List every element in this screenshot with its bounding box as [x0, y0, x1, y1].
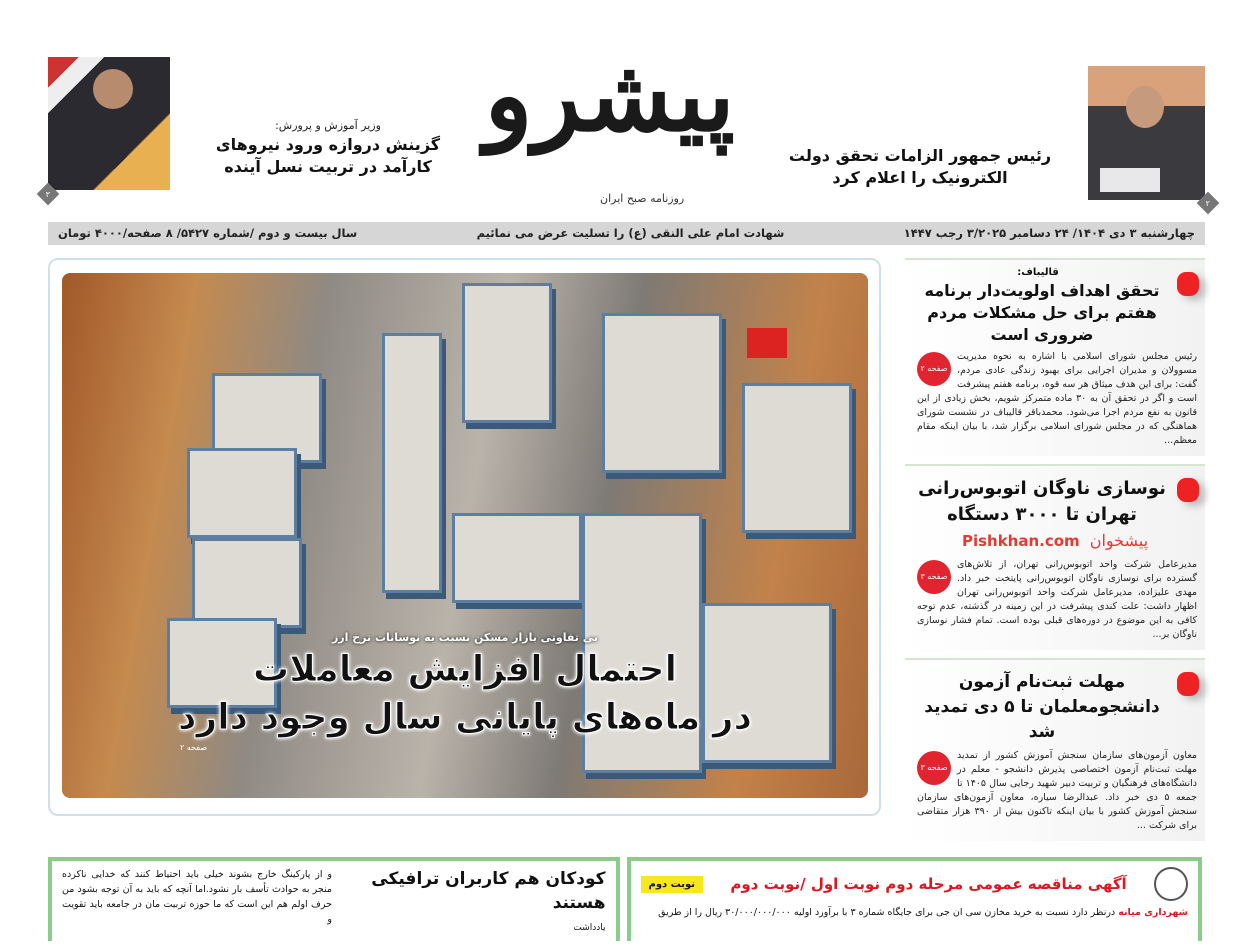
page-badge[interactable]: صفحه ۳ — [917, 751, 951, 785]
side-story-body: معاون آزمون‌های سازمان سنجش آموزش کشور از تمدید مهلت ثبت‌نام آزمون اختصاصی پذیرش دانشجو - معلم در دانشگاه‌های فرهنگیان و تربیت دبیر شهید رجایی سال ۱۴۰۵ تا جمعه ۵ دی خبر داد. عبدالرضا سیاره، معاون آزمون‌های سازمان سنجش آموزش کشور با بیان اینکه تاکنون بیش از ۳۹۰ هزار متقاضی برای شرکت ... — [917, 750, 1197, 831]
watermark-logo: پیشخوان — [1089, 531, 1149, 550]
main-story-kicker: بی تفاوتی بازار مسکن نسبت به نوسانات نرخ ارز — [331, 631, 599, 644]
date-text: چهارشنبه ۳ دی ۱۴۰۴/ ۲۴ دسامبر ۳/۲۰۲۵ رجب ۱۴۴۷ — [903, 226, 1195, 240]
minister-photo — [48, 57, 170, 190]
side-story-kicker: قالیباف: — [1017, 267, 1059, 278]
main-story-headline[interactable] — [80, 630, 850, 754]
page-badge[interactable]: صفحه ۳ — [917, 560, 951, 594]
main-headline-line-1: احتمال افزایش معاملات — [253, 649, 677, 690]
page-badge[interactable]: صفحه ۲ — [917, 352, 951, 386]
main-page-ref: صفحه ۲ — [180, 743, 208, 752]
condolence-text: شهادت امام علی النقی (ع) را تسلیت عرض می نمائیم — [476, 226, 785, 240]
note-label: یادداشت — [573, 923, 606, 933]
side-story[interactable] — [905, 258, 1205, 456]
issue-info: سال بیست و دوم /شماره ۵۴۲۷/ ۸ صفحه/۴۰۰۰ تومان — [58, 226, 358, 240]
masthead-tagline: روزنامه صبح ایران — [600, 192, 685, 205]
bottom-row — [0, 857, 1250, 941]
date-bar — [48, 222, 1205, 245]
main-headline-line-2: در ماه‌های پایانی سال وجود دارد — [178, 697, 752, 738]
side-story-body-wrap — [905, 346, 1205, 448]
masthead-logo: پیشرو — [484, 36, 735, 154]
left-teaser[interactable] — [178, 118, 478, 178]
ad-body — [641, 905, 1189, 920]
side-story-body: رئیس مجلس شورای اسلامی با اشاره به نحوه مدیریت مسوولان و مدیران اجرایی برای بهبود زندگی عادی مردم، گفت: برای این هدف میثاق هر سه قوه، برنامه هفتم پیشرفت است و اگر در تحقق آن به ۳۰ ماده متمرکز شویم، بخش زیادی از این قانون به نفع مردم اجرا می‌شود. محمدباقر قالیباف در نشست شورای هماهنگی که در مجلس شورای اسلامی برگزار شد، با بیان اینکه مقام معظم... — [917, 351, 1197, 446]
note-body: و از پارکینگ خارج بشوند خیلی باید احتیاط کنند که خدایی ناکرده منجر به حوادث تأسف بار نشود.اما آنچه که باید به آن توجه بشود من حرف اولم هم این است که ما حوزه تربیت مان در جامعه باید تقویت و — [62, 869, 332, 925]
page-marker: ۲ — [1197, 192, 1220, 215]
left-teaser-kicker: وزیر آموزش و پرورش: — [275, 119, 381, 132]
main-story-frame — [48, 258, 881, 816]
bullet-icon — [1177, 272, 1199, 296]
side-story[interactable] — [905, 464, 1205, 650]
side-story-headline: تحقق اهداف اولویت‌دار برنامه هفتم برای حل مشکلات مردم ضروری است — [924, 281, 1160, 344]
bullet-icon — [1177, 672, 1199, 696]
bullet-icon — [1177, 478, 1199, 502]
municipality-emblem-icon — [1154, 867, 1188, 901]
note-headline: کودکان هم کاربران ترافیکی هستند — [371, 869, 606, 913]
side-story-body-wrap — [905, 554, 1205, 642]
side-column — [905, 258, 1205, 841]
tender-ad[interactable] — [627, 857, 1203, 941]
watermark — [905, 528, 1205, 554]
side-story-body-wrap — [905, 745, 1205, 833]
ad-text: درنظر دارد نسبت به خرید مخازن سی ان جی برای جایگاه شماره ۳ با برآورد اولیه ۳۰/۰۰۰/۰۰۰/۰۰۰ ریال را از طریق — [658, 907, 1116, 918]
right-teaser-headline-1: رئیس جمهور الزامات تحقق دولت — [788, 146, 1052, 165]
side-story-headline: نوسازی ناوگان اتوبوس‌رانی تهران تا ۳۰۰۰ دستگاه — [918, 478, 1166, 525]
president-photo — [1088, 66, 1205, 200]
watermark-text: Pishkhan.com — [961, 532, 1080, 550]
side-story-headline: مهلت ثبت‌نام آزمون دانشجومعلمان تا ۵ دی تمدید شد — [924, 672, 1160, 742]
ad-org: شهرداری میانه — [1118, 907, 1188, 918]
ad-title: آگهی مناقصه عمومی مرحله دوم نوبت اول /نوبت دوم — [730, 875, 1127, 893]
content-row — [48, 258, 1205, 841]
right-teaser-headline-2: الکترونیک را اعلام کرد — [832, 168, 1008, 187]
left-teaser-headline-2: کارآمد در تربیت نسل آینده — [224, 157, 432, 176]
side-story-body: مدیرعامل شرکت واحد اتوبوس‌رانی تهران، از تلاش‌های گسترده برای نوسازی ناوگان اتوبوس‌رانی پایتخت خبر داد. مهدی علیزاده، مدیرعامل شرکت واحد اتوبوس‌رانی تهران اظهار داشت: علت کندی پیشرفت در این زمینه در گذشته، عدم توجه کافی به این موضوع در دوره‌های قبلی بوده است. تمام فشار نوسازی ناوگان بر... — [917, 559, 1197, 640]
right-teaser[interactable] — [760, 145, 1080, 189]
page-marker: ۳ — [37, 183, 60, 206]
left-teaser-headline-1: گزینش دروازه ورود نیروهای — [215, 135, 441, 154]
note-box[interactable] — [48, 857, 620, 941]
ad-badge: نوبت دوم — [641, 876, 704, 893]
side-story[interactable] — [905, 658, 1205, 841]
